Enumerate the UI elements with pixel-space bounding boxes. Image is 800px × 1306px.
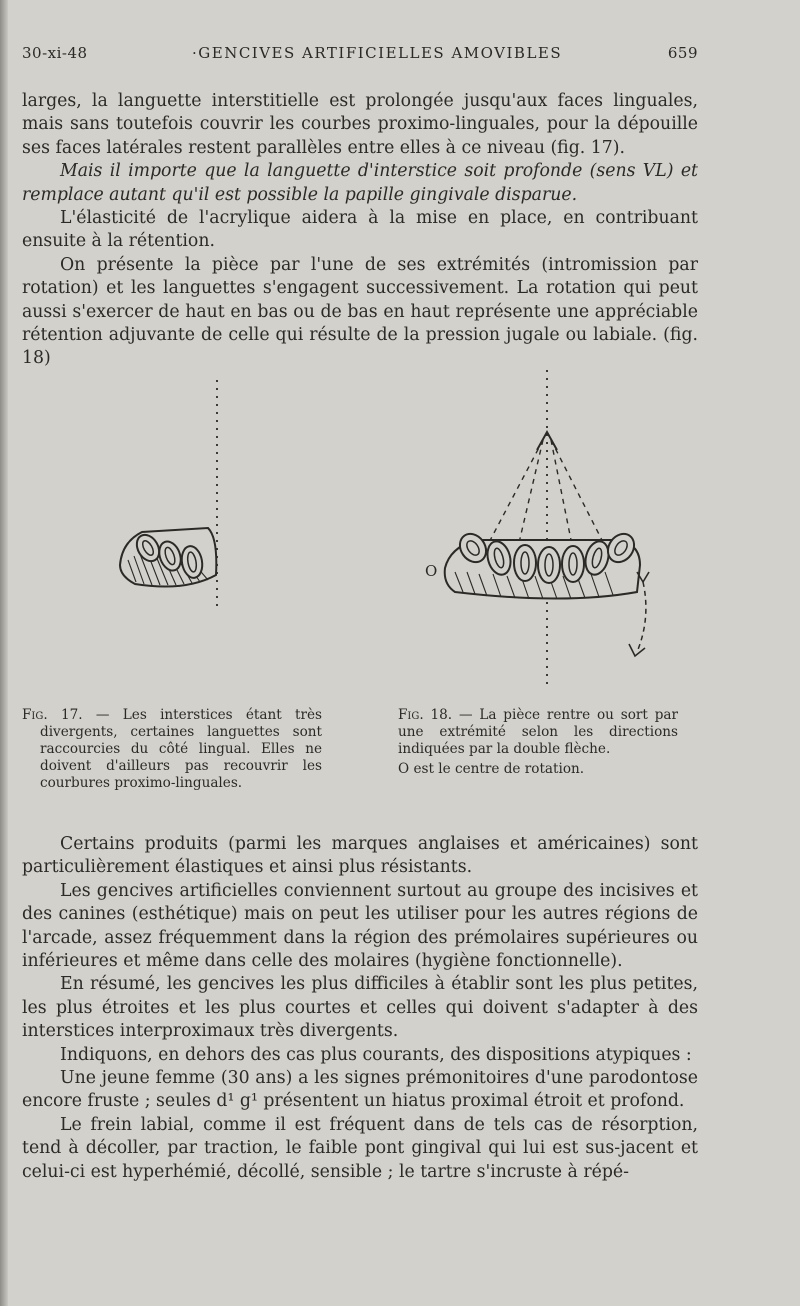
header-reference: 30-xi-48 bbox=[22, 44, 88, 62]
rotation-center-label: O bbox=[425, 562, 438, 580]
figure-17-illustration bbox=[100, 370, 240, 630]
header-title: ·GENCIVES ARTIFICIELLES AMOVIBLES bbox=[192, 44, 563, 62]
figure-17-label: Fig. 17. bbox=[22, 707, 83, 723]
figure-18-illustration bbox=[415, 360, 665, 690]
paragraph: Une jeune femme (30 ans) a les signes prémonitoires d'une parodontose encore fruste ; seules d¹ g¹ présentent un hiatus proximal étroit et profond. bbox=[22, 1068, 698, 1112]
paragraph: Indiquons, en dehors des cas plus courants, des dispositions atypiques : bbox=[60, 1044, 692, 1065]
page-binding-edge bbox=[0, 0, 8, 1306]
paragraph: Certains produits (parmi les marques anglaises et américaines) sont particulièrement élastiques et ainsi plus résistants. bbox=[22, 834, 698, 878]
paragraph: L'élasticité de l'acrylique aidera à la mise en place, en contribuant ensuite à la rétention. bbox=[22, 208, 698, 252]
running-header bbox=[22, 44, 698, 68]
figure-18-caption-text: — La pièce rentre ou sort par une extrémité selon les directions indiquées par la double flèche. bbox=[398, 707, 678, 757]
figure-18-caption-note: O est le centre de rotation. bbox=[398, 761, 585, 777]
figure-18-label: Fig. 18. bbox=[398, 707, 453, 723]
page-number: 659 bbox=[667, 44, 698, 62]
paragraph: larges, la languette interstitielle est prolongée jusqu'aux faces linguales, mais sans toutefois couvrir les courbes proximo-linguales, pour la dépouille ses faces latérales restent parallèles entre elles à ce niveau (fig. 17). bbox=[22, 91, 698, 158]
paragraph: Le frein labial, comme il est fréquent dans de tels cas de résorption, tend à décoller, par traction, le faible pont gingival qui lui est sus-jacent et celui-ci est hyperhémié, décollé, sensible ; le tartre s'incruste à répé- bbox=[22, 1114, 698, 1182]
bottom-text-block bbox=[22, 833, 698, 1184]
paragraph-emphasis: Mais il importe que la languette d'interstice soit profonde (sens VL) et remplace autant qu'il est possible la papille gingivale disparue. bbox=[22, 161, 698, 205]
figure-17-caption-text: — Les interstices étant très divergents, certaines languettes sont raccourcies du côté lingual. Elles ne doivent d'ailleurs pas recouvrir les courbures proximo-linguales. bbox=[40, 707, 322, 791]
paragraph: On présente la pièce par l'une de ses extrémités (intromission par rotation) et les languettes s'engagent successivement. La rotation qui peut aussi s'exercer de haut en bas ou de bas en haut représente une appréciable rétention adjuvante de celle qui résulte de la pression jugale ou labiale. (fig. 18) bbox=[22, 254, 698, 369]
top-text-block bbox=[22, 90, 698, 371]
figure-17-caption bbox=[22, 707, 322, 792]
paragraph: Les gencives artificielles conviennent surtout au groupe des incisives et des canines (esthétique) mais on peut les utiliser pour les autres régions de l'arcade, assez fréquemment dans la région des prémolaires supérieures ou inférieures et même dans celle des molaires (hygiène fonctionnelle). bbox=[22, 880, 698, 972]
figure-18-caption bbox=[398, 707, 678, 778]
paragraph: En résumé, les gencives les plus difficiles à établir sont les plus petites, les plus étroites et les plus courtes et celles qui doivent s'adapter à des interstices interproximaux très divergents. bbox=[22, 974, 698, 1042]
